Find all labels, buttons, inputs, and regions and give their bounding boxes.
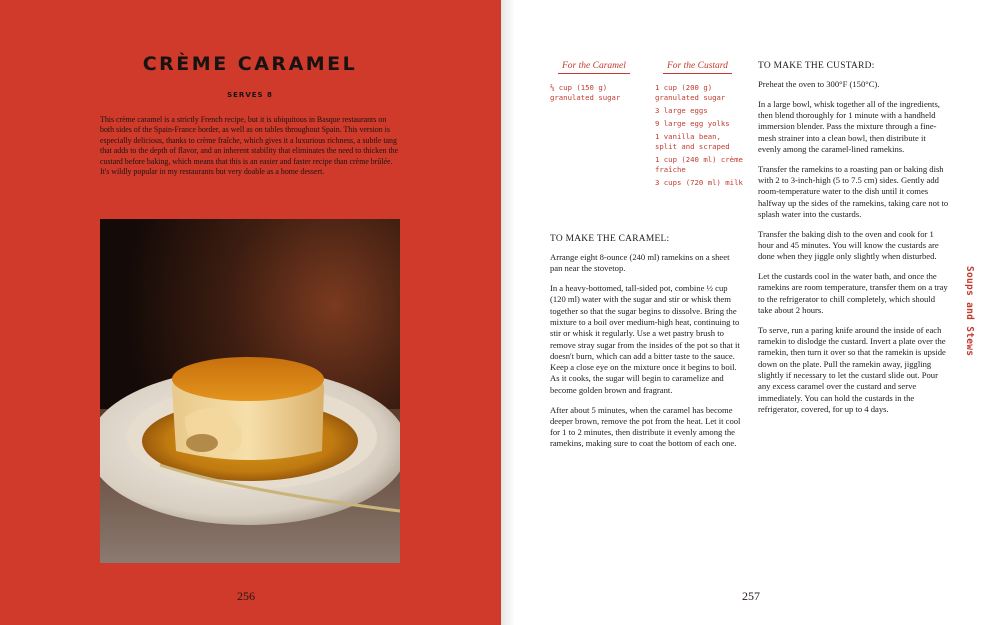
serves-label: SERVES 8 [227,91,273,99]
custard-ingredients-heading: For the Custard [667,61,728,71]
ingredient-item: 1 vanilla bean, split and scraped [655,132,730,152]
page-number-right: 257 [742,589,760,603]
method-step: In a heavy-bottomed, tall-sided pot, combine ½ cup (120 ml) water with the sugar and stir or whisk them together so that the sugar begins to dissolve. Bring the mixture to a boil over medium-high heat, continuing to stir or whisk it regularly. Use a wet pastry brush to remove stray sugar from the insides of the pot so that it doesn't burn, which can add a bitter taste to the sauce. Keep a close eye on the mixture once it begins to boil. As it cooks, the sugar will begin to caramelize and become golden brown and fragrant. [550,283,740,395]
method-step: After about 5 minutes, when the caramel has become deeper brown, remove the pot from the heat. Let it cool for 1 to 2 minutes, then distribute it evenly among the ramekins, making sure to coat the bottom of each one. [550,404,741,449]
ingredient-item: 1 cup (240 ml) crème fraîche [655,155,743,175]
ingredient-item: 3 large eggs [655,106,708,115]
caramel-ingredient-list [550,83,642,106]
method-step: Transfer the baking dish to the oven and cook for 1 hour and 45 minutes. You will know the custards are done when they jiggle only slightly when disturbed. [758,228,939,262]
recipe-intro: This crème caramel is a strictly French recipe, but it is ubiquitous in Basque restaurants on both sides of the Spain-France border, as well as on tables throughout Spain. This version is especially delicious, thanks to crème fraîche, which gives it a luxurious richness, a subtle tang that adds to the depth of flavor, and an inherent stability that eliminates the need to thicken the custard before baking, which means that this is an easier and faster recipe than crème brûlée. It's wildly popular in my restaurants but very doable as a home dessert. [100,115,399,177]
gutter-shadow [501,0,515,625]
custard-ingredient-list [655,83,745,191]
chapter-side-tab: Soups and Stews [964,266,975,357]
ingredient-item: ⅔ cup (150 g) granulated sugar [550,83,621,102]
caramel-ingredients-heading: For the Caramel [562,61,626,71]
method-step: In a large bowl, whisk together all of the ingredients, then blend thoroughly for 1 minute with a handheld immersion blender. Pass the mixture through a fine-mesh strainer into a clean bowl, then distribute it evenly among the caramel-lined ramekins. [758,98,940,154]
method-step: Transfer the ramekins to a roasting pan or baking dish with 2 to 3-inch-high (5 to 7.5 cm) sides. Gently add room-temperature water to the dish until it comes halfway up the sides of the ramekins, taking care not to splash water into the custards. [758,163,949,219]
creme-caramel-photo [100,219,400,563]
ingredient-item: 9 large egg yolks [655,119,730,129]
right-page [501,0,1000,625]
method-step: Let the custards cool in the water bath, and once the ramekins are room temperature, transfer them on a tray to the refrigerator to chill completely, which should take about 2 hours. [758,271,948,316]
ingredient-item: 1 cup (200 g) granulated sugar [655,83,726,102]
method-step: To serve, run a paring knife around the inside of each ramekin to dislodge the custard. Invert a plate over the ramekin, then turn it over so that the ramekin is upside down on the plate. Pull the ramekin away, jiggling slightly if necessary to let the custard slide out. Pour any excess caramel over the custard and serve immediately. You can hold the custards in the refrigerator, covered, for up to 4 days. [758,324,946,414]
ingredient-item: 3 cups (720 ml) milk [655,178,743,188]
recipe-title: CRÈME CARAMEL [142,53,358,75]
caramel-method-heading: TO MAKE THE CARAMEL: [550,234,670,244]
method-step: Preheat the oven to 300°F (150°C). [758,79,880,89]
photo-illustration [100,219,400,563]
custard-method-heading: TO MAKE THE CUSTARD: [758,61,875,71]
custard-method [758,79,949,424]
caramel-method [550,252,742,458]
page-number-left: 256 [237,589,255,603]
method-step: Arrange eight 8-ounce (240 ml) ramekins on a sheet pan near the stovetop. [550,252,730,274]
